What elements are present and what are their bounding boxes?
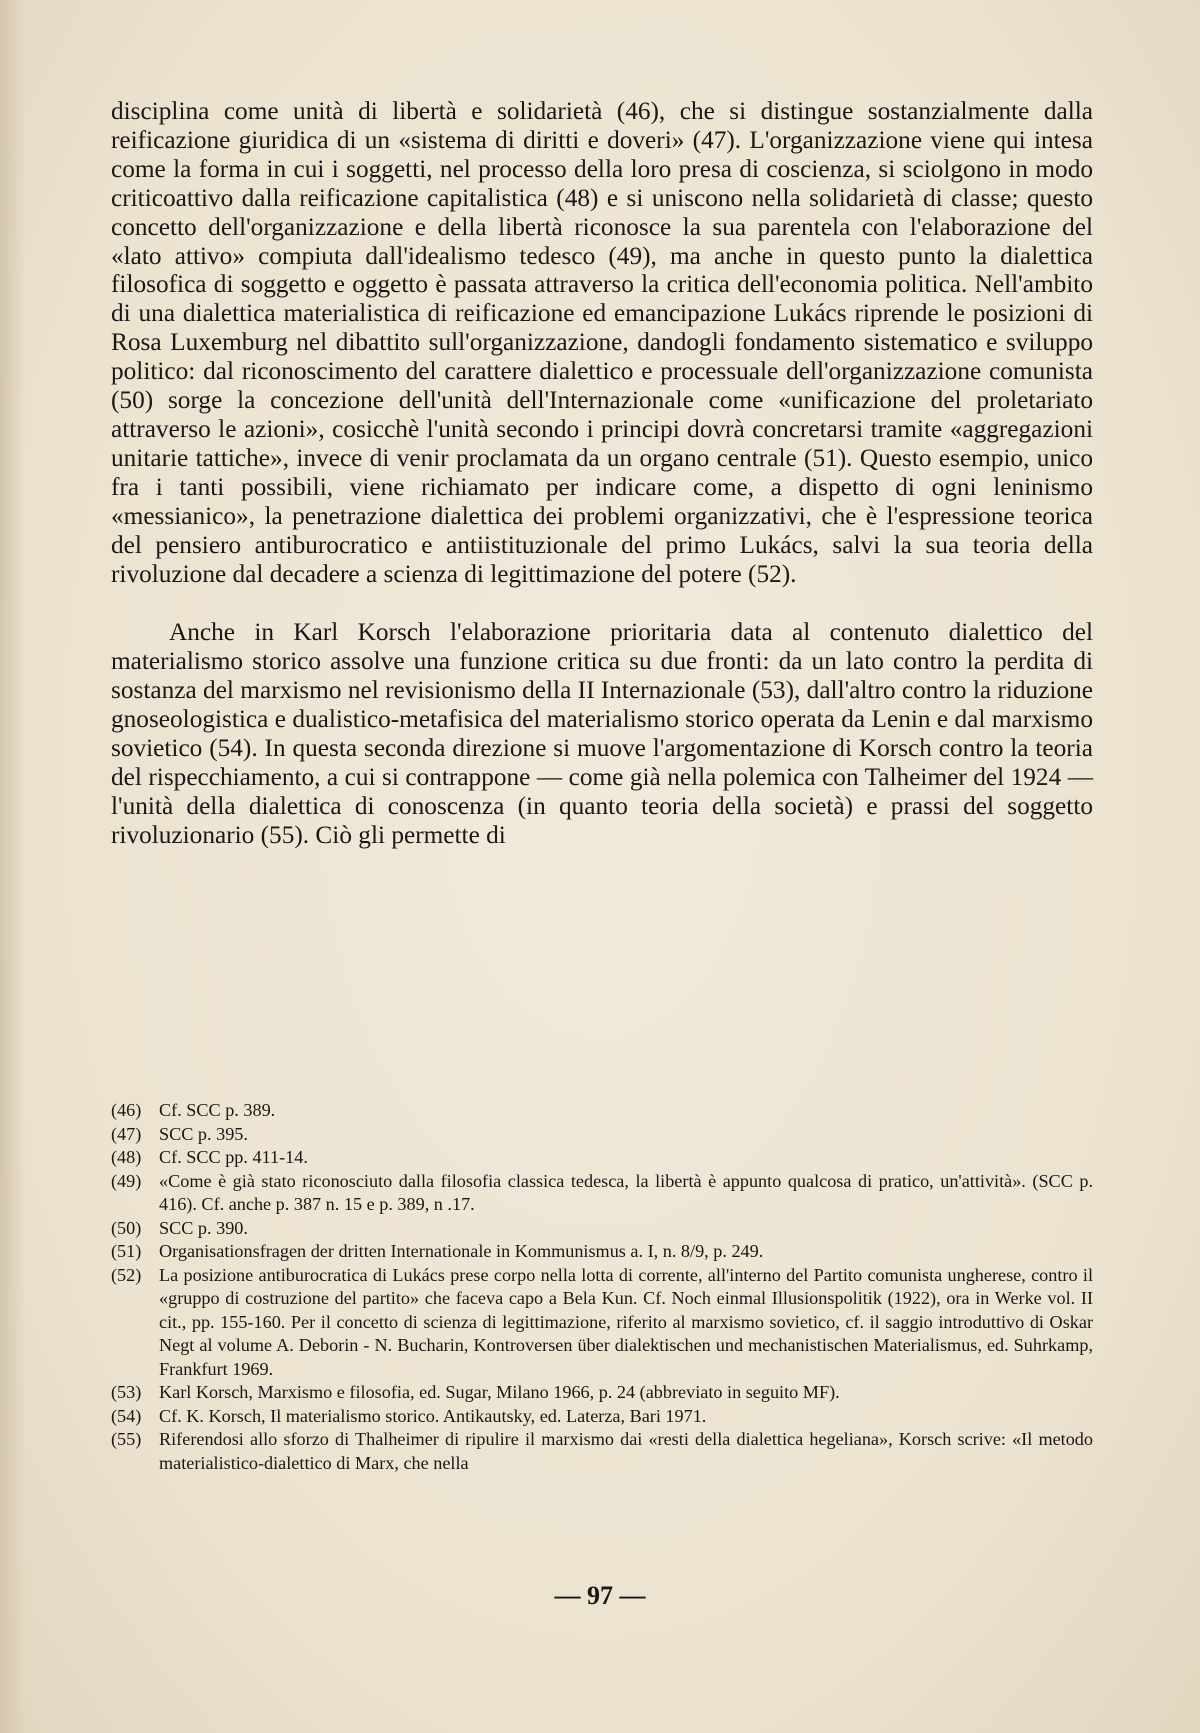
footnote-number: (48): [111, 1147, 142, 1167]
footnote-number: (51): [111, 1241, 142, 1261]
footnote-number: (52): [111, 1264, 142, 1285]
page-number: — 97 —: [554, 1581, 646, 1610]
footnote: [111, 1146, 1093, 1170]
footnote-number: (53): [111, 1382, 142, 1402]
footnote-number: (55): [111, 1429, 142, 1449]
footnote: [111, 1170, 1093, 1217]
footnote-text: Riferendosi allo sforzo di Thalheimer di ripulire il marxismo dai «resti della dialettica hegeliana», Korsch scrive: «Il metodo materialistico-dialettico di Marx, che nella: [159, 1429, 1093, 1473]
footnote-number: (46): [111, 1100, 142, 1120]
footnote-text: Cf. K. Korsch, Il materialismo storico. Antikautsky, ed. Laterza, Bari 1971.: [159, 1405, 707, 1426]
main-text: [111, 97, 1093, 850]
footnote: [111, 1381, 1093, 1405]
paragraph-1: disciplina come unità di libertà e solidarietà (46), che si distingue sostanzialmente dalla reificazione giuridica di un «sistema di diritti e doveri» (47). L'organizzazione viene qui intesa come la forma in cui i soggetti, nel processo della loro presa di coscienza, si sciolgono in modo criticoattivo dalla reificazione capitalistica (48) e si uniscono nella solidarietà di classe; questo concetto dell'organizzazione e della libertà riconosce la sua parentela con l'elaborazione del «lato attivo» compiuta dall'idealismo tedesco (49), ma anche in questo punto la dialettica filosofica di soggetto e oggetto è passata attraverso la critica dell'economia politica. Nell'ambito di una dialettica materialistica di reificazione ed emancipazione Lukács riprende le posizioni di Rosa Luxemburg nel dibattito sull'organizzazione, dandogli fondamento sistematico e sviluppo politico: dal riconoscimento del carattere dialettico e processuale dell'organizzazione comunista (50) sorge la concezione dell'unità dell'Internazionale come «unificazione del proletariato attraverso le azioni», cosicchè l'unità secondo i principi dovrà concretarsi tramite «aggregazioni unitarie tattiche», invece di venir proclamata da un organo centrale (51). Questo esempio, unico fra i tanti possibili, viene richiamato per indicare come, a dispetto di ogni leninismo «messianico», la penetrazione dialettica dei problemi organizzativi, che è l'espressione teorica del pensiero antiburocratico e antiistituzionale del primo Lukács, salvi la sua teoria della rivoluzione dal decadere a scienza di legittimazione del potere (52).: [111, 97, 1093, 588]
footnote-text: Karl Korsch, Marxismo e filosofia, ed. Sugar, Milano 1966, p. 24 (abbreviato in seguito MF).: [159, 1382, 840, 1402]
footnote: [111, 1264, 1093, 1382]
footnote-number: (47): [111, 1123, 142, 1144]
footnote: [111, 1217, 1093, 1241]
footnote-text: Cf. SCC pp. 411-14.: [159, 1147, 308, 1167]
footnote-text: La posizione antiburocratica di Lukács prese corpo nella lotta di corrente, all'interno del Partito comunista ungherese, contro il «gruppo di costruzione del partito» che faceva capo a Bela Kun. Cf. Noch einmal Illusionspolitik (1922), ora in Werke vol. II cit., pp. 155-160. Per il concetto di scienza di legittimazione, riferito al marxismo sovietico, cf. il saggio introduttivo di Oskar Negt al volume A. Deborin - N. Bucharin, Kontroversen über dialektischen und mechanistischen Materialismus, ed. Suhrkamp, Frankfurt 1969.: [159, 1264, 1093, 1379]
footnote: [111, 1123, 1093, 1147]
page-edge-shadow: [0, 0, 26, 1733]
footnote-text: Organisationsfragen der dritten Internationale in Kommunismus a. I, n. 8/9, p. 249.: [159, 1241, 764, 1261]
footnote: [111, 1428, 1093, 1475]
footnote: [111, 1405, 1093, 1429]
footnote-text: SCC p. 390.: [159, 1217, 248, 1238]
footnote: [111, 1099, 1093, 1123]
footnote-text: Cf. SCC p. 389.: [159, 1100, 276, 1120]
footnote-text: «Come è già stato riconosciuto dalla filosofia classica tedesca, la libertà è appunto qualcosa di pratico, un'attività». (SCC p. 416). Cf. anche p. 387 n. 15 e p. 389, n .17.: [159, 1170, 1093, 1214]
footnote: [111, 1240, 1093, 1264]
footnote-number: (49): [111, 1170, 142, 1191]
footnotes: [111, 1099, 1093, 1475]
footnote-number: (54): [111, 1405, 142, 1426]
footnote-number: (50): [111, 1217, 142, 1238]
paragraph-2: Anche in Karl Korsch l'elaborazione prioritaria data al contenuto dialettico del materialismo storico assolve una funzione critica su due fronti: da un lato contro la perdita di sostanza del marxismo nel revisionismo della II Internazionale (53), dall'altro contro la riduzione gnoseologistica e dualistico-metafisica del materialismo storico operata da Lenin e dal marxismo sovietico (54). In questa seconda direzione si muove l'argomentazione di Korsch contro la teoria del rispecchiamento, a cui si contrappone — come già nella polemica con Talheimer del 1924 — l'unità della dialettica di conoscenza (in quanto teoria della società) e prassi del soggetto rivoluzionario (55). Ciò gli permette di: [111, 618, 1093, 849]
footnote-text: SCC p. 395.: [159, 1123, 248, 1144]
